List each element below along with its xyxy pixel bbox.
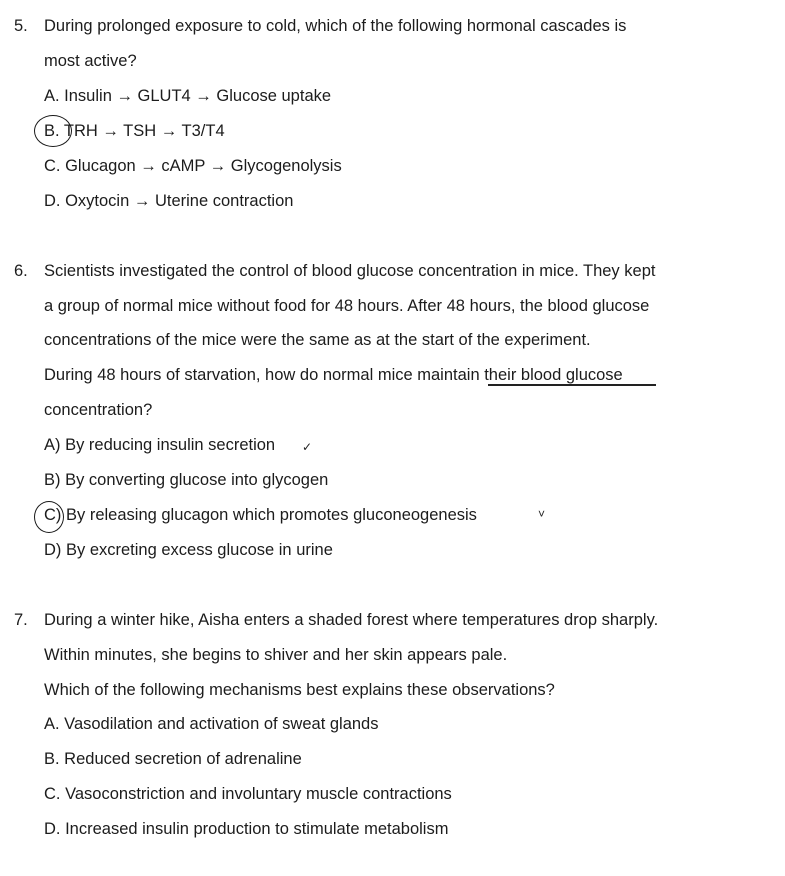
answer-circle-mark xyxy=(34,115,72,147)
option-c: C. Vasoconstriction and involuntary muscle contractions xyxy=(44,785,452,803)
handwritten-underline xyxy=(488,384,656,386)
answer-circle-mark xyxy=(34,501,64,533)
option-a: A. Vasodilation and activation of sweat glands xyxy=(44,715,379,733)
option-a: A) By reducing insulin secretion xyxy=(44,436,276,454)
question-stem-line: concentration? xyxy=(44,401,153,419)
question-stem-line: During prolonged exposure to cold, which of the following hormonal cascades is xyxy=(44,17,627,35)
option-d: D. Increased insulin production to stimulate metabolism xyxy=(44,820,449,838)
caret-mark-icon: ˅ xyxy=(538,507,546,521)
checkmark-icon: ✓ xyxy=(302,440,313,454)
question-stem-line: During 48 hours of starvation, how do normal mice maintain their blood glucose xyxy=(44,366,623,384)
question-number: 6. xyxy=(14,262,28,280)
option-d: D. Oxytocin → Uterine contraction xyxy=(44,192,294,210)
option-d: D) By excreting excess glucose in urine xyxy=(44,541,333,559)
option-b: B. Reduced secretion of adrenaline xyxy=(44,750,302,768)
question-stem-line: concentrations of the mice were the same as at the start of the experiment. xyxy=(44,331,591,349)
question-number: 5. xyxy=(14,17,28,35)
option-c: C) By releasing glucagon which promotes gluconeogenesis xyxy=(44,506,477,524)
option-a: A. Insulin → GLUT4 → Glucose uptake xyxy=(44,87,332,105)
question-stem-line: Which of the following mechanisms best explains these observations? xyxy=(44,681,555,699)
question-number: 7. xyxy=(14,611,28,629)
question-stem-line: During a winter hike, Aisha enters a shaded forest where temperatures drop sharply. xyxy=(44,611,659,629)
question-stem-line: a group of normal mice without food for 48 hours. After 48 hours, the blood glucose xyxy=(44,297,650,315)
option-c: C. Glucagon → cAMP → Glycogenolysis xyxy=(44,157,342,175)
question-stem-line: most active? xyxy=(44,52,137,70)
question-stem-line: Within minutes, she begins to shiver and her skin appears pale. xyxy=(44,646,508,664)
option-b: B) By converting glucose into glycogen xyxy=(44,471,329,489)
option-b: B. TRH → TSH → T3/T4 xyxy=(44,122,225,140)
question-stem-line: Scientists investigated the control of blood glucose concentration in mice. They kept xyxy=(44,262,656,280)
